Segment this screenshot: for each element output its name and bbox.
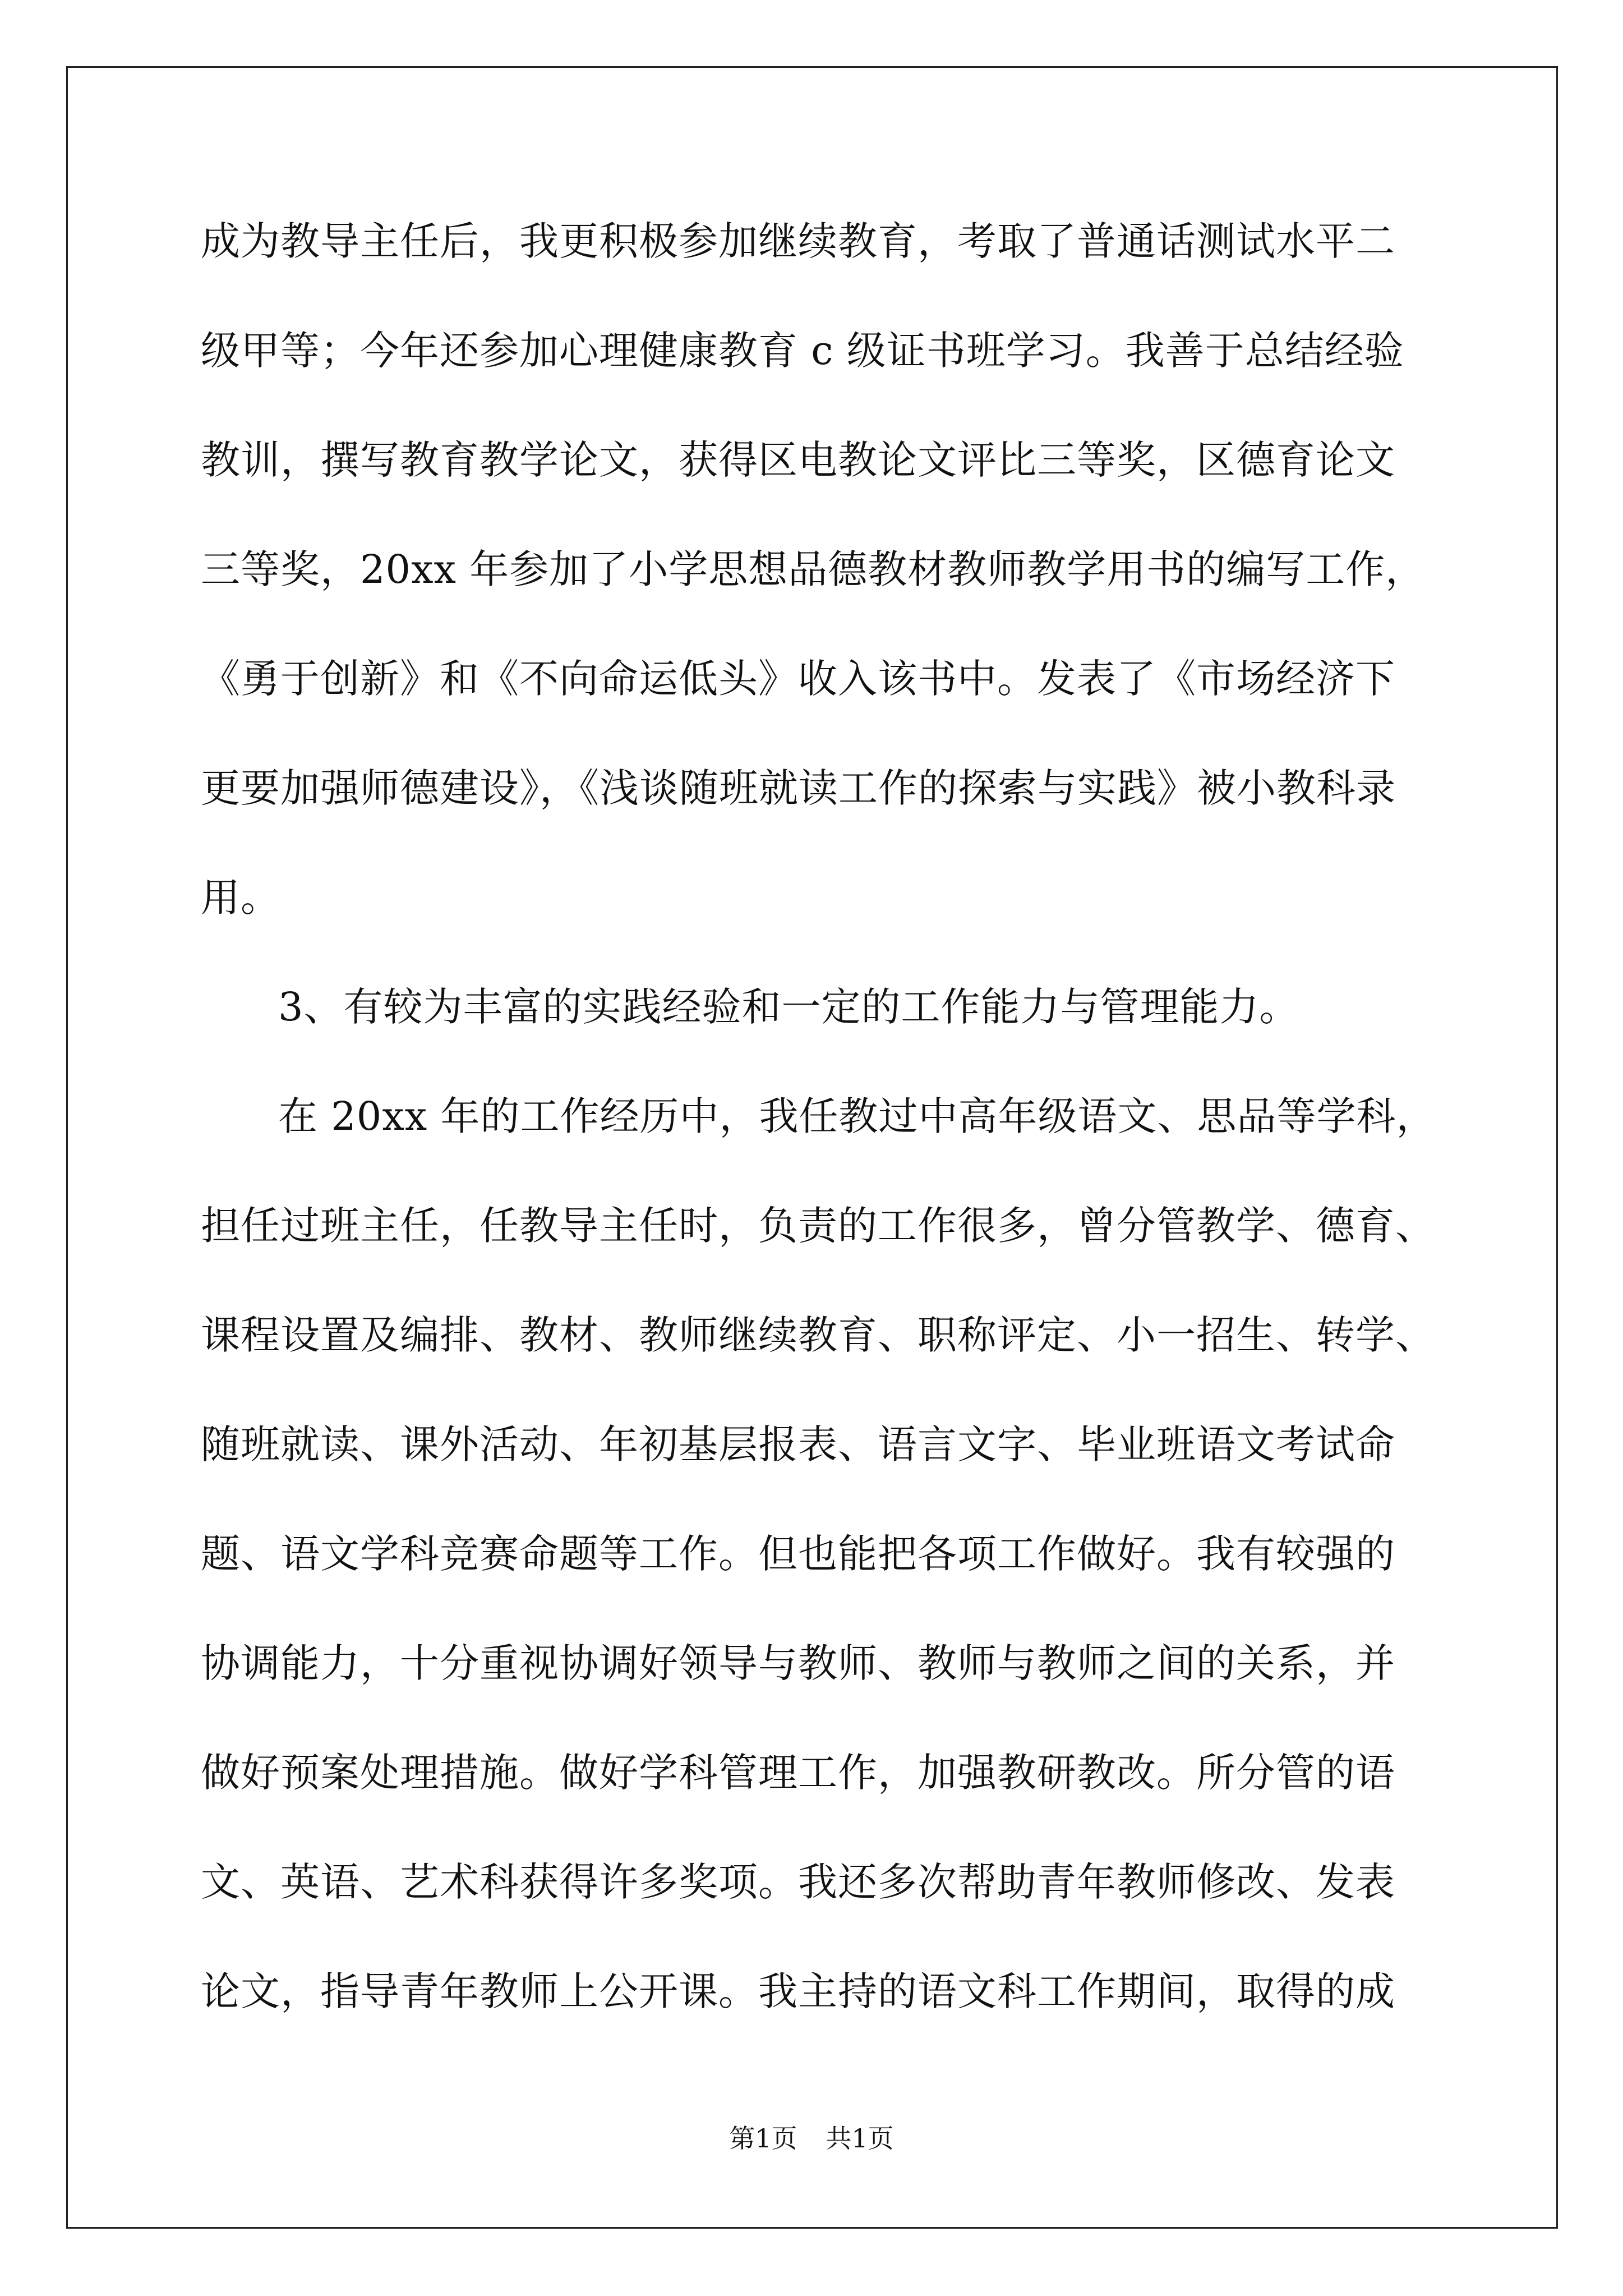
text-line: 协调能力，十分重视协调好领导与教师、教师与教师之间的关系，并	[201, 1640, 1395, 1686]
text-line: 论文，指导青年教师上公开课。我主持的语文科工作期间，取得的成	[201, 1968, 1395, 2014]
text-line: 《勇于创新》和《不向命运低头》收入该书中。发表了《市场经济下	[201, 656, 1395, 702]
page-total: 共1页	[826, 2123, 894, 2154]
text-line: 更要加强师德建设》，《浅谈随班就读工作的探索与实践》被小教科录	[201, 765, 1396, 811]
text-line: 用。	[201, 875, 280, 921]
text-line: 随班就读、课外活动、年初基层报表、语言文字、毕业班语文考试命	[201, 1421, 1395, 1467]
document-body	[201, 213, 1436, 2073]
text-line: 文、英语、艺术科获得许多奖项。我还多次帮助青年教师修改、发表	[201, 1859, 1395, 1905]
text-line: 题、语文学科竞赛命题等工作。但也能把各项工作做好。我有较强的	[201, 1531, 1395, 1577]
text-line: 在 20xx 年的工作经历中，我任教过中高年级语文、思品等学科，	[278, 1093, 1436, 1139]
text-line: 三等奖，20xx 年参加了小学思想品德教材教师教学用书的编写工作，	[201, 546, 1426, 592]
text-line: 担任过班主任，任教导主任时，负责的工作很多，曾分管教学、德育、	[201, 1203, 1435, 1249]
section-heading: 3、有较为丰富的实践经验和一定的工作能力与管理能力。	[278, 984, 1299, 1030]
page-footer	[0, 2122, 1623, 2155]
text-line: 级甲等；今年还参加心理健康教育 c 级证书班学习。我善于总结经验	[201, 328, 1404, 374]
page-number: 第1页	[729, 2123, 797, 2154]
text-line: 做好预案处理措施。做好学科管理工作，加强教研教改。所分管的语	[201, 1750, 1395, 1796]
text-line: 成为教导主任后，我更积极参加继续教育，考取了普通话测试水平二	[201, 218, 1395, 264]
text-line: 教训，撰写教育教学论文，获得区电教论文评比三等奖，区德育论文	[201, 437, 1395, 483]
text-line: 课程设置及编排、教材、教师继续教育、职称评定、小一招生、转学、	[201, 1312, 1435, 1358]
